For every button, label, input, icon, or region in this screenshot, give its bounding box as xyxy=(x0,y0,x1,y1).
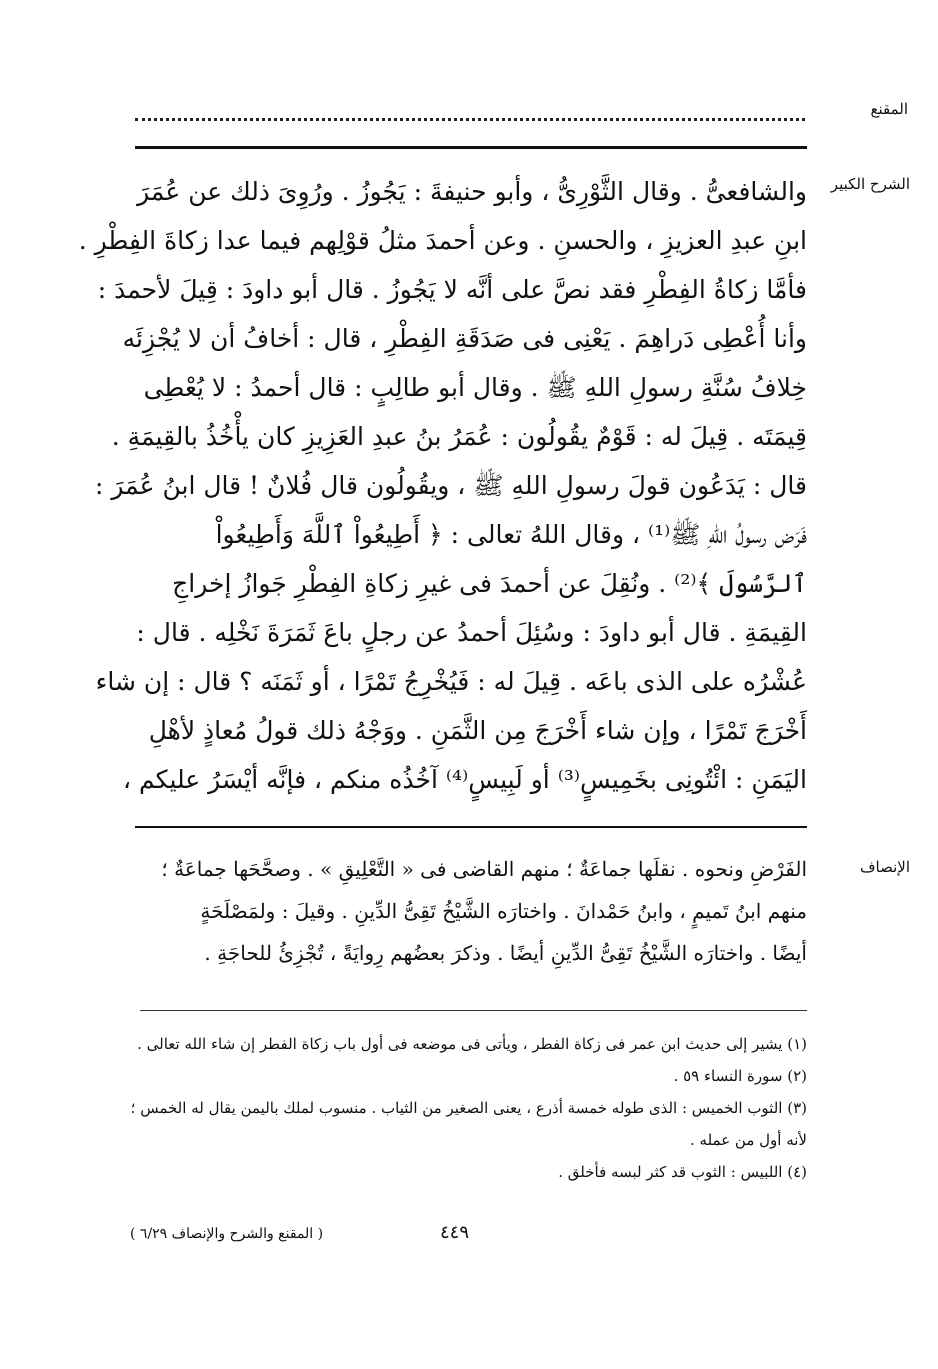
main-text-line: عُشْرُه على الذى باعَه . قِيلَ له : فَيُخْرِجُ تَمْرًا ، أو ثَمَنَه ؟ قال : إن شاء xyxy=(95,667,807,696)
main-text-line: فأمَّا زكاةُ الفِطْرِ فقد نصَّ على أنَّه لا يَجُوزُ . قال أبو داودَ : قِيلَ لأحمدَ : xyxy=(97,275,807,304)
footnote-line: لأنه أول من عمله . xyxy=(689,1131,807,1149)
main-text-line: قال : يَدَعُون قولَ رسولِ اللهِ ﷺ ، ويقُولُون قال فُلانٌ ! قال ابنُ عُمَرَ : xyxy=(94,471,807,500)
insaf-text-line: الفَرْضِ ونحوه . نقلَها جماعَةٌ ؛ منهم القاضى فى « التَّعْلِيقِ » . وصحَّحَها جماعَةٌ ؛ xyxy=(161,857,807,881)
book-title-header: المقنع xyxy=(870,100,908,118)
main-text-line: وأنا أُعْطِى دَراهِمَ . يَعْنِى فى صَدَقَةِ الفِطْرِ ، قال : أخافُ أن لا يُجْزِئَه xyxy=(122,324,807,353)
main-text-line: اليَمَنِ : ائْتُونِى بخَمِيسٍ⁽³⁾ أو لَبِيسٍ⁽⁴⁾ آخُذُه منكم ، فإنَّه أيْسَرُ عليكم ، xyxy=(123,765,807,794)
section-divider xyxy=(135,826,807,828)
sharh-main-text xyxy=(78,167,807,804)
insaf-text-line: منهم ابنُ تَميمٍ ، وابنُ حَمْدانَ . واختارَه الشَّيْخُ تَقِىُّ الدِّينِ . وقيلَ : ولمَصْلَحَةٍ xyxy=(200,899,807,923)
insaf-section-label: الإنصاف xyxy=(859,858,910,876)
page-number: ٤٤٩ xyxy=(440,1222,470,1243)
main-text-line: خِلافُ سُنَّةِ رسولِ اللهِ ﷺ . وقال أبو طالِبٍ : قال أحمدُ : لا يُعْطِى xyxy=(143,373,807,402)
main-text-line: أَخْرَجَ تَمْرًا ، وإن شاء أَخْرَجَ مِن الثَّمَنِ . ووَجْهُ ذلك قولُ مُعاذٍ لأهْلِ xyxy=(148,716,807,745)
main-text-line: قِيمَتَه . قِيلَ له : قَوْمٌ يقُولُون : عُمَرُ بنُ عبدِ العَزِيزِ كان يأْخُذُ بالقِيمَةِ . xyxy=(111,422,807,451)
main-text-line: القِيمَةِ . قال أبو داودَ : وسُئِلَ أحمدُ عن رجلٍ باعَ ثَمَرَةَ نَخْلِه . قال : xyxy=(136,618,807,647)
main-text-line: ابنِ عبدِ العزيزِ ، والحسنِ . وعن أحمدَ مثلُ قوْلِهم فيما عدا زكاةَ الفِطْرِ . xyxy=(78,226,807,255)
volume-reference: ( المقنع والشرح والإنصاف ٦/٢٩ ) xyxy=(130,1226,324,1242)
footnote-divider xyxy=(140,1010,807,1011)
main-text-line: والشافعىُّ . وقال الثَّوْرِىُّ ، وأبو حنيفةَ : يَجُوزُ . ورُوِىَ ذلك عن عُمَرَ xyxy=(137,177,807,206)
header-dotted-line xyxy=(135,108,805,121)
main-text-line: فَرَض رسولُ اللهِ ﷺ⁽¹⁾ ، وقال اللهُ تعالى : ﴿ أَطِيعُواْ ٱللَّهَ وَأَطِيعُواْ xyxy=(215,520,807,549)
footnote-line: (٣) الثوب الخميس : الذى طوله خمسة أذرع ، يعنى الصغير من الثياب . منسوب لملك باليمن يقال له الخمس ؛ xyxy=(130,1099,807,1117)
footnote-line: (١) يشير إلى حديث ابن عمر فى زكاة الفطر ، ويأتى فى موضعه فى أول باب زكاة الفطر إن شاء الله تعالى . xyxy=(137,1035,807,1053)
insaf-text-line: أيضًا . واختارَه الشَّيْخُ تَقِىُّ الدِّينِ أيضًا . وذكرَ بعضُهم رِوايَةً ، تُجْزِئُ للحاجَةِ . xyxy=(204,941,807,965)
main-text-line: ٱلرَّسُولَ ﴾⁽²⁾ . ونُقِلَ عن أحمدَ فى غيرِ زكاةِ الفِطْرِ جَوازُ إخراجِ xyxy=(172,569,807,598)
footnotes xyxy=(125,1028,807,1188)
footnote-line: (٤) اللبيس : الثوب قد كثر لبسه فأخلق . xyxy=(558,1163,807,1181)
footnote-line: (٢) سورة النساء ٥٩ . xyxy=(673,1067,807,1085)
header-rule xyxy=(135,146,807,149)
sharh-section-label: الشرح الكبير xyxy=(830,175,910,193)
insaf-text xyxy=(135,848,807,974)
